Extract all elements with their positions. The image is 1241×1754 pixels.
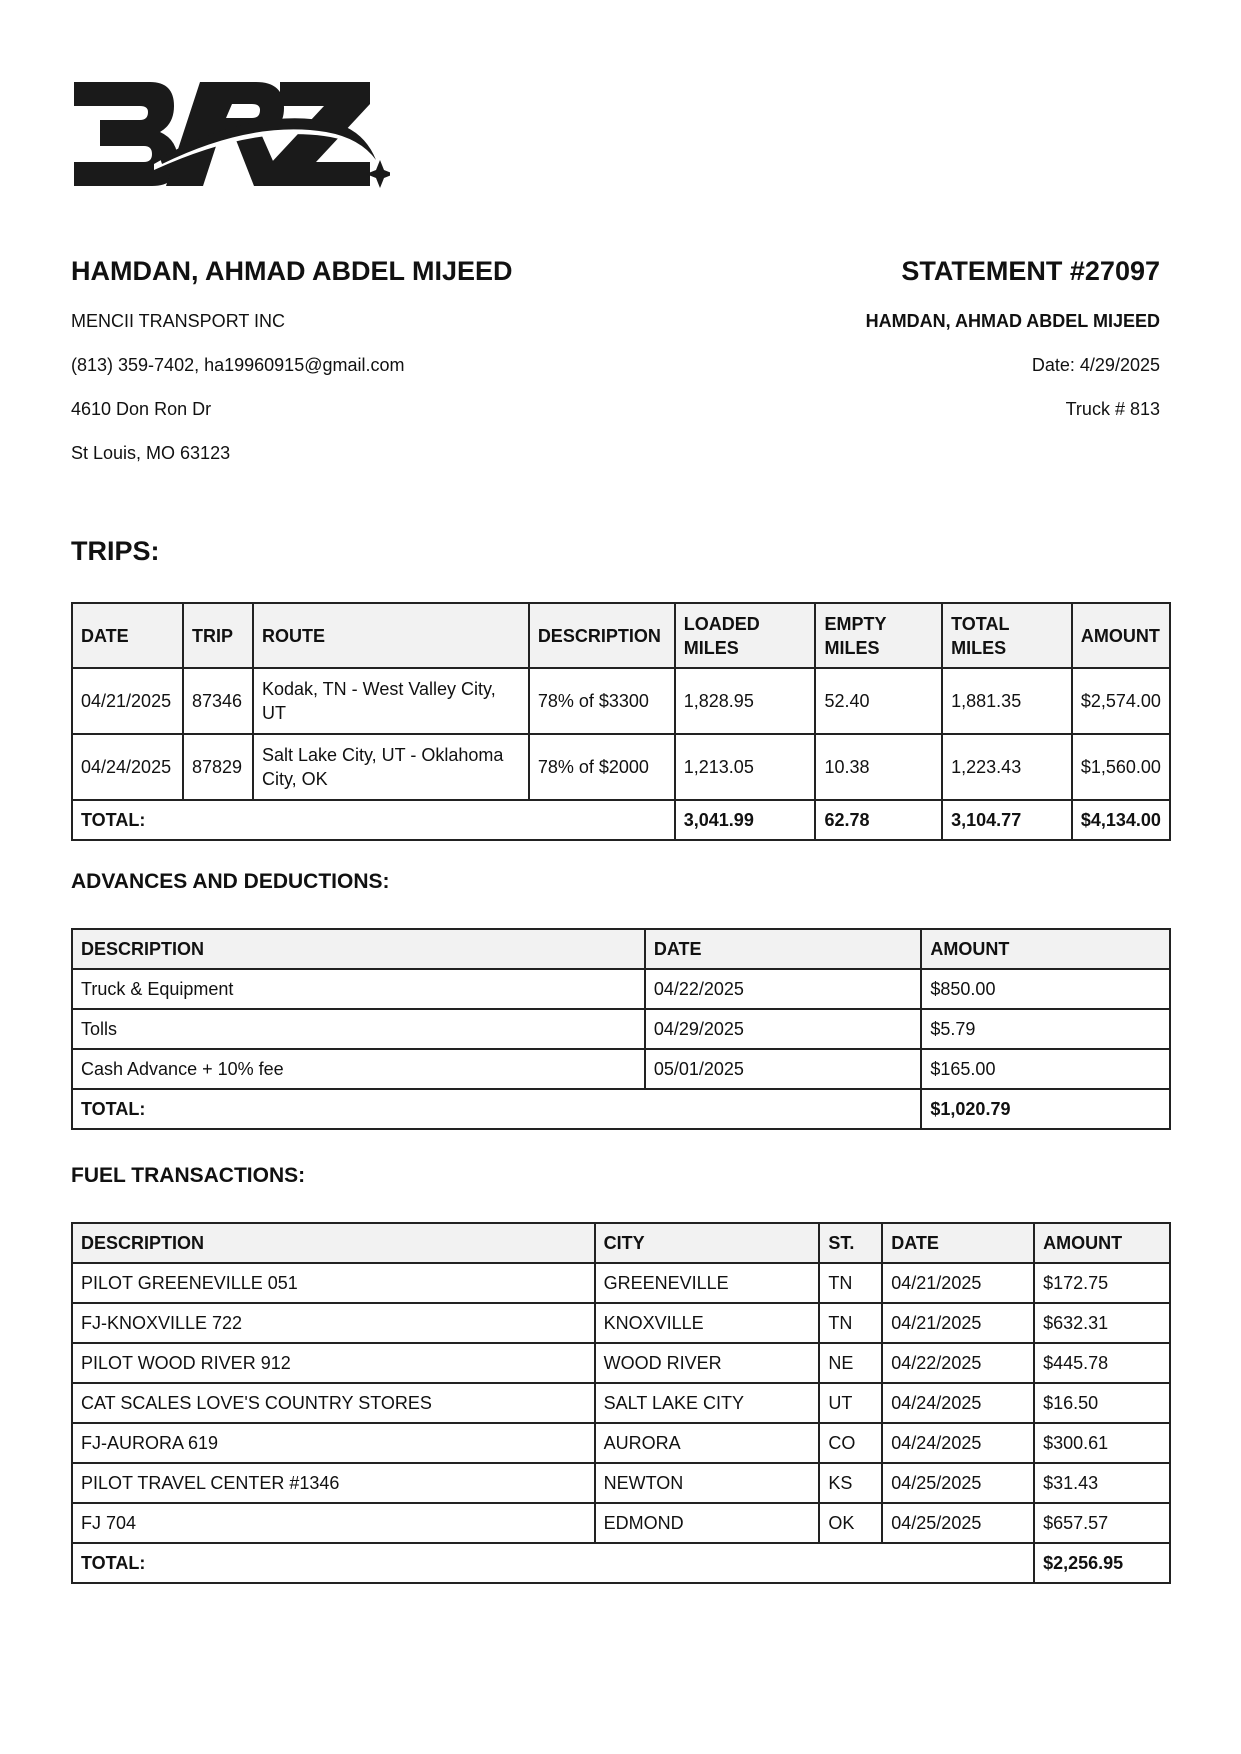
fuel-title: FUEL TRANSACTIONS: [71, 1164, 306, 1187]
advances-title: ADVANCES AND DEDUCTIONS: [71, 870, 390, 893]
table-row [72, 1463, 1170, 1503]
table-row [72, 1303, 1170, 1343]
table-cell: 1,828.95 [675, 668, 816, 734]
table-cell: 04/21/2025 [72, 668, 183, 734]
trips-title: TRIPS: [71, 536, 160, 566]
column-header: DESCRIPTION [529, 603, 675, 668]
table-cell: TN [819, 1263, 882, 1303]
table-cell: CO [819, 1423, 882, 1463]
table-row [72, 668, 1170, 734]
table-cell: WOOD RIVER [595, 1343, 820, 1383]
table-cell: FJ-KNOXVILLE 722 [72, 1303, 595, 1343]
column-header: AMOUNT [1072, 603, 1170, 668]
table-cell: PILOT TRAVEL CENTER #1346 [72, 1463, 595, 1503]
table-header-row [72, 603, 1170, 668]
table-cell: EDMOND [595, 1503, 820, 1543]
table-cell: PILOT GREENEVILLE 051 [72, 1263, 595, 1303]
table-cell: $632.31 [1034, 1303, 1170, 1343]
table-cell: PILOT WOOD RIVER 912 [72, 1343, 595, 1383]
table-cell: 1,223.43 [942, 734, 1072, 800]
table-cell: 1,881.35 [942, 668, 1072, 734]
column-header: DESCRIPTION [72, 1223, 595, 1263]
fuel-table [71, 1222, 1171, 1584]
table-cell: OK [819, 1503, 882, 1543]
table-cell: Salt Lake City, UT - Oklahoma City, OK [253, 734, 529, 800]
table-row [72, 969, 1170, 1009]
driver-address-line1: 4610 Don Ron Dr [71, 399, 212, 419]
table-cell: 1,213.05 [675, 734, 816, 800]
table-cell: $300.61 [1034, 1423, 1170, 1463]
total-miles: 3,104.77 [942, 800, 1072, 840]
table-row [72, 1423, 1170, 1463]
table-cell: $850.00 [921, 969, 1170, 1009]
table-cell: KNOXVILLE [595, 1303, 820, 1343]
total-row [72, 800, 1170, 840]
table-row [72, 1263, 1170, 1303]
table-cell: $31.43 [1034, 1463, 1170, 1503]
trips-table [71, 602, 1171, 841]
table-cell: 10.38 [815, 734, 942, 800]
driver-address-line2: St Louis, MO 63123 [71, 443, 231, 463]
table-cell: FJ-AURORA 619 [72, 1423, 595, 1463]
table-cell: SALT LAKE CITY [595, 1383, 820, 1423]
statement-name: HAMDAN, AHMAD ABDEL MIJEED [865, 311, 1160, 331]
table-cell: 78% of $2000 [529, 734, 675, 800]
table-row [72, 1383, 1170, 1423]
table-cell: NE [819, 1343, 882, 1383]
total-amount: $4,134.00 [1072, 800, 1170, 840]
column-header: ROUTE [253, 603, 529, 668]
table-cell: Truck & Equipment [72, 969, 645, 1009]
column-header: LOADED MILES [675, 603, 816, 668]
total-empty-miles: 62.78 [815, 800, 942, 840]
table-cell: $1,560.00 [1072, 734, 1170, 800]
table-row [72, 1049, 1170, 1089]
table-cell: 04/25/2025 [882, 1463, 1034, 1503]
table-cell: 04/24/2025 [882, 1383, 1034, 1423]
total-label: TOTAL: [72, 1543, 1034, 1583]
table-cell: $2,574.00 [1072, 668, 1170, 734]
table-cell: 87829 [183, 734, 253, 800]
statement-date: Date: 4/29/2025 [1031, 355, 1160, 375]
column-header: DATE [72, 603, 183, 668]
statement-title: STATEMENT #27097 [901, 256, 1160, 286]
table-cell: 04/29/2025 [645, 1009, 922, 1049]
driver-contact: (813) 359-7402, ha19960915@gmail.com [71, 355, 405, 375]
total-loaded-miles: 3,041.99 [675, 800, 816, 840]
column-header: AMOUNT [921, 929, 1170, 969]
table-cell: UT [819, 1383, 882, 1423]
table-cell: $165.00 [921, 1049, 1170, 1089]
table-cell: 04/24/2025 [882, 1423, 1034, 1463]
table-header-row [72, 1223, 1170, 1263]
table-cell: 52.40 [815, 668, 942, 734]
driver-name: HAMDAN, AHMAD ABDEL MIJEED [71, 256, 513, 286]
table-cell: $657.57 [1034, 1503, 1170, 1543]
table-cell: 04/22/2025 [882, 1343, 1034, 1383]
column-header: DATE [645, 929, 922, 969]
table-cell: 78% of $3300 [529, 668, 675, 734]
table-cell: 05/01/2025 [645, 1049, 922, 1089]
table-cell: AURORA [595, 1423, 820, 1463]
table-cell: NEWTON [595, 1463, 820, 1503]
table-row [72, 1009, 1170, 1049]
table-header-row [72, 929, 1170, 969]
driver-info [71, 254, 513, 288]
table-cell: 87346 [183, 668, 253, 734]
table-cell: 04/22/2025 [645, 969, 922, 1009]
table-cell: FJ 704 [72, 1503, 595, 1543]
table-row [72, 1343, 1170, 1383]
total-amount: $2,256.95 [1034, 1543, 1170, 1583]
total-label: TOTAL: [72, 800, 675, 840]
advances-table [71, 928, 1171, 1130]
table-cell: $16.50 [1034, 1383, 1170, 1423]
table-cell: 04/21/2025 [882, 1263, 1034, 1303]
company-logo [70, 78, 390, 198]
total-label: TOTAL: [72, 1089, 921, 1129]
table-cell: $445.78 [1034, 1343, 1170, 1383]
table-cell: 04/25/2025 [882, 1503, 1034, 1543]
total-amount: $1,020.79 [921, 1089, 1170, 1129]
total-row [72, 1089, 1170, 1129]
table-cell: GREENEVILLE [595, 1263, 820, 1303]
column-header: DATE [882, 1223, 1034, 1263]
driver-company: MENCII TRANSPORT INC [71, 311, 286, 331]
column-header: CITY [595, 1223, 820, 1263]
table-cell: $172.75 [1034, 1263, 1170, 1303]
column-header: TOTAL MILES [942, 603, 1072, 668]
table-cell: KS [819, 1463, 882, 1503]
column-header: AMOUNT [1034, 1223, 1170, 1263]
column-header: TRIP [183, 603, 253, 668]
table-cell: $5.79 [921, 1009, 1170, 1049]
statement-info [901, 254, 1160, 288]
table-cell: TN [819, 1303, 882, 1343]
column-header: ST. [819, 1223, 882, 1263]
table-cell: 04/21/2025 [882, 1303, 1034, 1343]
column-header: EMPTY MILES [815, 603, 942, 668]
total-row [72, 1543, 1170, 1583]
column-header: DESCRIPTION [72, 929, 645, 969]
table-cell: Kodak, TN - West Valley City, UT [253, 668, 529, 734]
table-cell: CAT SCALES LOVE'S COUNTRY STORES [72, 1383, 595, 1423]
table-cell: Cash Advance + 10% fee [72, 1049, 645, 1089]
table-cell: 04/24/2025 [72, 734, 183, 800]
table-row [72, 734, 1170, 800]
table-cell: Tolls [72, 1009, 645, 1049]
statement-truck: Truck # 813 [1065, 399, 1160, 419]
table-row [72, 1503, 1170, 1543]
